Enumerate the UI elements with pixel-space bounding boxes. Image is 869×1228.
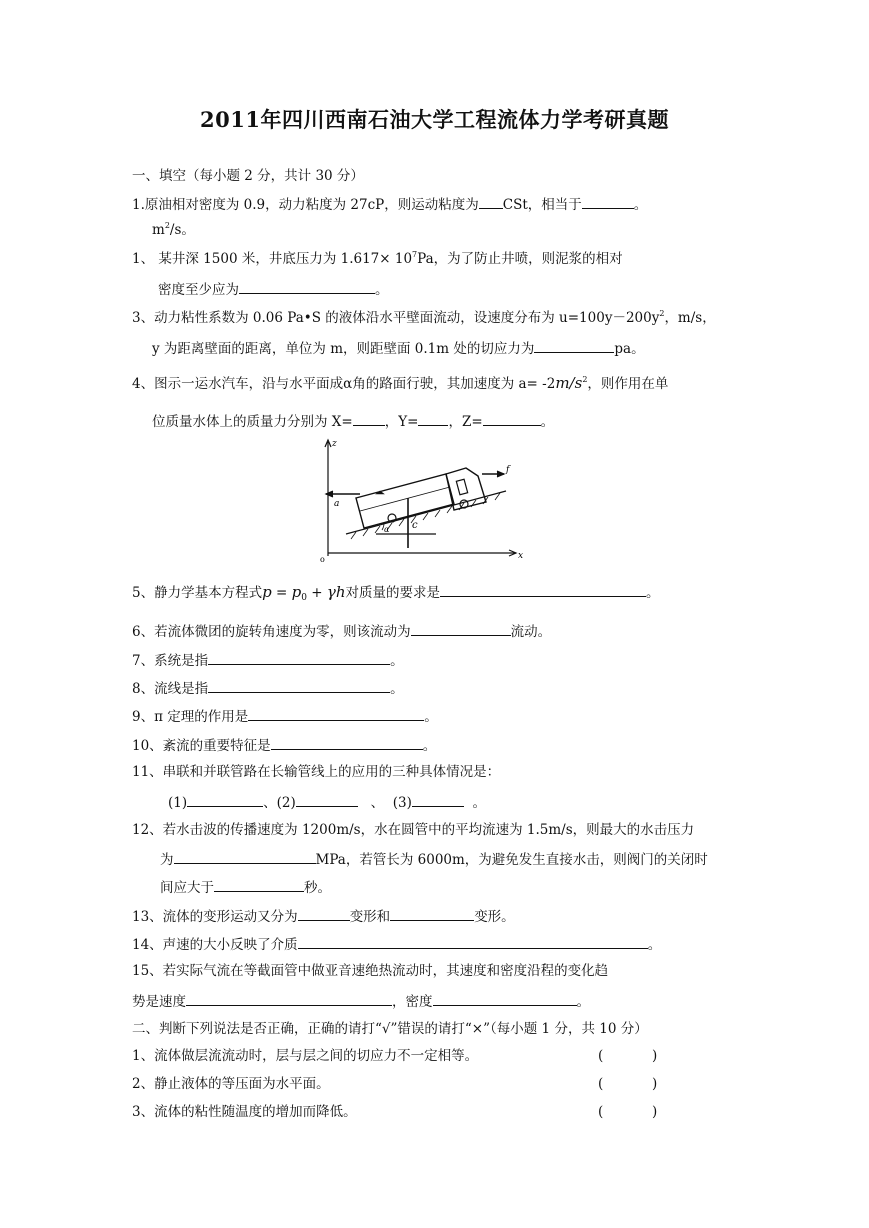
answer-paren-close: )	[652, 1076, 658, 1092]
question-12: 12、若水击波的传播速度为 1200m/s，水在圆管中的平均流速为 1.5m/s，则最大的水击压力	[132, 822, 695, 838]
question-15-cont: 势是速度 ，密度 。	[132, 991, 590, 1011]
question-8: 8、流线是指 。	[132, 678, 404, 698]
tf-item-2: 2、静止液体的等压面为水平面。	[132, 1076, 330, 1092]
question-4: 4、图示一运水汽车，沿与水平面成α角的路面行驶，其加速度为 $a= -2m/s^2$，则作用在单	[132, 374, 669, 392]
section2-heading: 二、判断下列说法是否正确，正确的请打“√”错误的请打“×”（每小题 1 分，共 10 分）	[132, 1021, 648, 1037]
answer-blank[interactable]	[271, 735, 423, 750]
answer-paren-close: )	[652, 1048, 658, 1064]
question-14: 14、声速的大小反映了介质 。	[132, 934, 661, 954]
label-f: f	[506, 465, 510, 475]
question-1-unit: $m^2/s$。	[152, 221, 195, 238]
tf-item-1: 1、流体做层流流动时，层与层之间的切应力不一定相等。	[132, 1048, 479, 1064]
question-10: 10、紊流的重要特征是 。	[132, 735, 436, 755]
answer-blank[interactable]	[483, 411, 541, 426]
answer-blank[interactable]	[174, 849, 316, 864]
question-4-cont: 位质量水体上的质量力分别为 X= ，Y= ，Z= 。	[152, 411, 554, 431]
answer-blank[interactable]	[418, 411, 448, 426]
section1-heading: 一、填空（每小题 2 分，共计 30 分）	[132, 168, 364, 184]
answer-blank[interactable]	[208, 678, 390, 693]
label-z: z	[332, 439, 337, 449]
question-1: 1.原油相对密度为 0.9，动力粘度为 27cP，则运动粘度为 CSt，相当于 。	[132, 194, 647, 214]
truck-cab	[446, 468, 486, 510]
tf-item-3: 3、流体的粘性随温度的增加而降低。	[132, 1104, 357, 1120]
question-1b: 1、 某井深 1500 米，井底压力为 $1.617\times 10^7Pa$，为了防止井喷，则泥浆的相对	[132, 250, 623, 267]
tank-body	[356, 474, 454, 528]
answer-blank[interactable]	[298, 906, 350, 921]
arrow-f-head	[497, 471, 504, 477]
question-12-cont2: 间应大于 秒。	[160, 877, 331, 897]
question-11: 11、串联和并联管路在长输管线上的应用的三种具体情况是：	[132, 764, 501, 780]
label-alpha: α	[384, 525, 390, 534]
slope-line	[346, 491, 506, 534]
answer-blank[interactable]	[208, 650, 390, 665]
answer-blank[interactable]	[433, 991, 577, 1006]
label-c: c	[412, 520, 418, 531]
answer-blank[interactable]	[582, 194, 634, 209]
answer-blank[interactable]	[298, 934, 648, 949]
slope-hatch	[351, 493, 500, 539]
answer-blank[interactable]	[214, 877, 304, 892]
answer-paren-open: (	[598, 1104, 604, 1120]
answer-blank[interactable]	[186, 991, 392, 1006]
answer-blank[interactable]	[353, 411, 385, 426]
cab-window	[456, 479, 467, 495]
page-title: 2011年四川西南石油大学工程流体力学考研真题	[200, 107, 669, 132]
question-3-cont: y 为距离壁面的距离，单位为 m，则距壁面 0.1m 处的切应力为 pa。	[152, 338, 645, 358]
question-9: 9、π 定理的作用是 。	[132, 706, 438, 726]
question-15: 15、若实际气流在等截面管中做亚音速绝热流动时，其速度和密度沿程的变化趋	[132, 963, 609, 979]
answer-blank[interactable]	[440, 582, 646, 597]
question-6: 6、若流体微团的旋转角速度为零，则该流动为 流动。	[132, 621, 551, 641]
answer-blank[interactable]	[187, 792, 263, 807]
answer-blank[interactable]	[296, 792, 358, 807]
water-level	[360, 487, 450, 511]
answer-paren-open: (	[598, 1076, 604, 1092]
question-1b-cont: 密度至少应为 。	[158, 279, 389, 299]
question-11-answers: (1) 、(2) 、 (3) 。	[168, 792, 486, 812]
question-7: 7、系统是指 。	[132, 650, 404, 670]
answer-blank[interactable]	[411, 621, 511, 636]
water-truck-figure	[316, 436, 546, 564]
answer-blank[interactable]	[412, 792, 464, 807]
arrow-a-head	[326, 491, 333, 497]
answer-paren-close: )	[652, 1104, 658, 1120]
answer-blank[interactable]	[479, 194, 503, 209]
question-13: 13、流体的变形运动又分为 变形和 变形。	[132, 906, 515, 926]
answer-blank[interactable]	[390, 906, 474, 921]
label-a: a	[334, 499, 340, 509]
question-5: 5、静力学基本方程式$p = p_0 + \gamma h$对质量的要求是 。	[132, 583, 660, 603]
question-12-cont: 为 MPa，若管长为 6000m，为避免发生直接水击，则阀门的关闭时	[160, 849, 708, 869]
question-3: 3、动力粘性系数为 0.06 Pa•S 的液体沿水平壁面流动，设速度分布为 $u=100y-200y^2$，m/s，	[132, 309, 716, 326]
answer-blank[interactable]	[239, 279, 375, 294]
answer-blank[interactable]	[248, 706, 424, 721]
answer-blank[interactable]	[534, 338, 614, 353]
label-x: x	[518, 551, 524, 561]
label-origin: o	[320, 555, 325, 564]
answer-paren-open: (	[598, 1048, 604, 1064]
